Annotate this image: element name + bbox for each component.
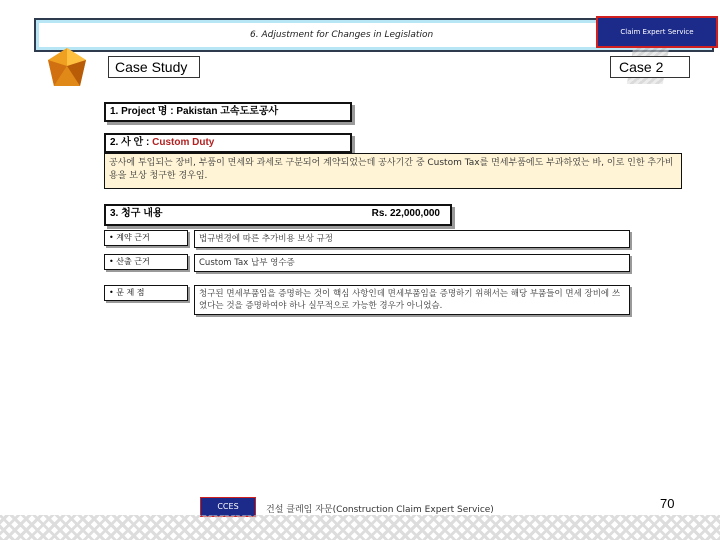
case-title-prefix: 2. 사 안 : (110, 137, 153, 148)
row-label-contract-basis: • 계약 근거 (104, 230, 188, 246)
row-value-issues: 청구된 면세부품임을 증명하는 것이 핵심 사항인데 면세부품임을 증명하기 위해서는 해당 부품들이 면세 장비에 쓰였다는 것을 증명하여야 하나 실무적으로 가능한 경우가 아니었슴. (194, 285, 630, 315)
footer-logo: CCES (200, 497, 256, 517)
row-label-issues: • 문 제 점 (104, 285, 188, 301)
bottom-decoration (0, 515, 720, 540)
case-title (104, 133, 352, 153)
footer-text: 건설 클레임 자문(Construction Claim Expert Service) (266, 505, 494, 515)
header-title: 6. Adjustment for Changes in Legislation (250, 30, 434, 40)
gem-logo-icon (46, 46, 88, 90)
row-label-calculation-basis: • 산출 근거 (104, 254, 188, 270)
case-number: Case 2 (610, 56, 690, 78)
case-title-value: Custom Duty (152, 137, 215, 148)
page-number: 70 (660, 496, 675, 511)
row-value-calculation-basis: Custom Tax 납부 영수증 (194, 254, 630, 272)
row-value-contract-basis: 법규변경에 따른 추가비용 보상 규정 (194, 230, 630, 248)
claim-label: 3. 청구 내용 (110, 208, 163, 219)
claim-expert-badge: Claim Expert Service (596, 16, 718, 48)
claim-amount: Rs. 22,000,000 (371, 208, 440, 219)
case-study-label: Case Study (108, 56, 200, 78)
case-description: 공사에 투입되는 장비, 부품이 면세와 과세로 구분되어 계약되었는데 공사기간 중 Custom Tax를 면세부품에도 부과하였는 바, 이로 인한 추가비용을 보상 청구한 경우임. (104, 153, 682, 189)
project-title: 1. Project 명 : Pakistan 고속도로공사 (104, 102, 352, 122)
claim-box (104, 204, 452, 226)
